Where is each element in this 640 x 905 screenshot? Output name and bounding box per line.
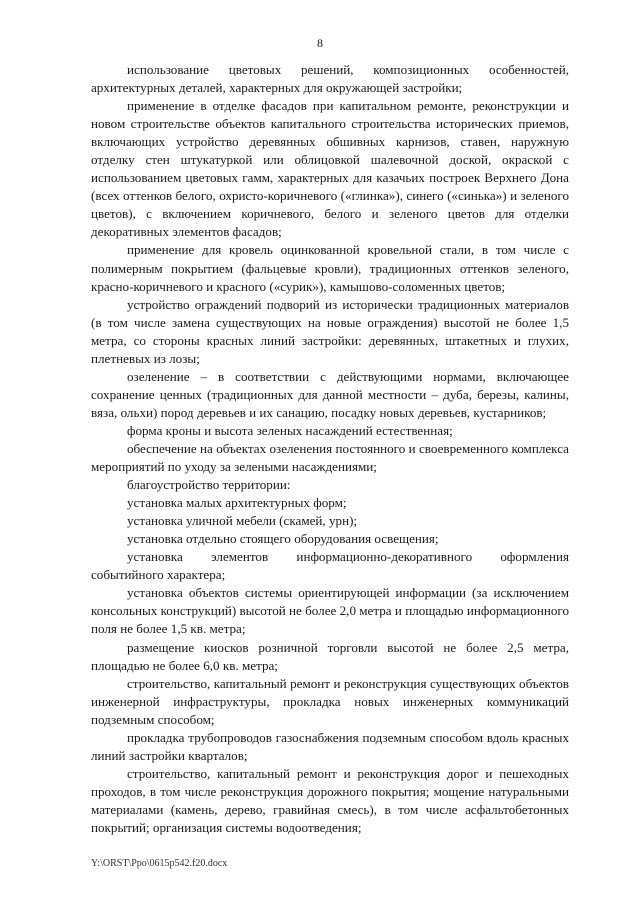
paragraph: установка уличной мебели (скамей, урн); <box>127 513 358 529</box>
paragraph: применение в отделке фасадов при капитальном ремонте, реконструкции и новом строительстве объектов капитального строительства исторических приемов, включающих устройство деревянных обшивных карнизов, ставен, наружную отделку стен штукатуркой или облицовкой шалевочной доской, окраской с использованием цветовых гамм, характерных для казачьих построек Верхнего Дона (всех оттенков белого, охристо-коричневого («глинка»), синего («синька») и зеленого цветов), с включением коричневого, белого и зеленого цветов для отделки декоративных элементов фасадов; <box>91 98 569 240</box>
paragraph: установка элементов информационно-декоративного оформления событийного характера; <box>91 549 569 583</box>
paragraph: благоустройство территории: <box>127 477 291 493</box>
paragraph: установка объектов системы ориентирующей информации (за исключением консольных конструкций) высотой не более 2,0 метра и площадью информационного поля не более 1,5 кв. метра; <box>91 585 569 637</box>
paragraph: прокладка трубопроводов газоснабжения подземным способом вдоль красных линий застройки кварталов; <box>91 729 569 763</box>
document-body <box>91 61 569 837</box>
footer-file-path: Y:\ORST\Ppo\0615p542.f20.docx <box>91 858 228 869</box>
paragraph: форма кроны и высота зеленых насаждений естественная; <box>127 422 453 438</box>
paragraph: строительство, капитальный ремонт и реконструкция существующих объектов инженерной инфраструктуры, прокладка новых инженерных коммуникаций подземным способом; <box>91 675 569 727</box>
page-number: 8 <box>317 36 323 50</box>
paragraph: применение для кровель оцинкованной кровельной стали, в том числе с полимерным покрытием (фальцевые кровли), традиционных оттенков зеленого, красно-коричневого и красного («сурик»), камышово-соломенных цветов; <box>91 242 569 294</box>
paragraph: озеленение – в соответствии с действующими нормами, включающее сохранение ценных (традиционных для данной местности – дуба, березы, калины, вяза, ольхи) пород деревьев и их санацию, посадку новых деревьев, кустарников; <box>91 368 569 420</box>
paragraph: обеспечение на объектах озеленения постоянного и своевременного комплекса мероприятий по уходу за зелеными насаждениями; <box>91 440 569 475</box>
paragraph: строительство, капитальный ремонт и реконструкция дорог и пешеходных проходов, в том числе реконструкция дорожного покрытия; мощение натуральными материалами (камень, дерево, гравийная смесь), в том числе асфальтобетонных покрытий; организация системы водоотведения; <box>91 765 569 835</box>
paragraph: размещение киосков розничной торговли высотой не более 2,5 метра, площадью не более 6,0 кв. метра; <box>91 639 569 673</box>
paragraph: устройство ограждений подворий из исторически традиционных материалов (в том числе замена существующих на новые ограждения) высотой не более 1,5 метра, со стороны красных линий застройки: деревянных, штакетных и глухих, плетневых из лозы; <box>91 296 569 366</box>
paragraph: установка малых архитектурных форм; <box>127 495 347 511</box>
paragraph: установка отдельно стоящего оборудования освещения; <box>127 531 439 547</box>
paragraph: использование цветовых решений, композиционных особенностей, архитектурных деталей, характерных для окружающей застройки; <box>91 62 569 96</box>
